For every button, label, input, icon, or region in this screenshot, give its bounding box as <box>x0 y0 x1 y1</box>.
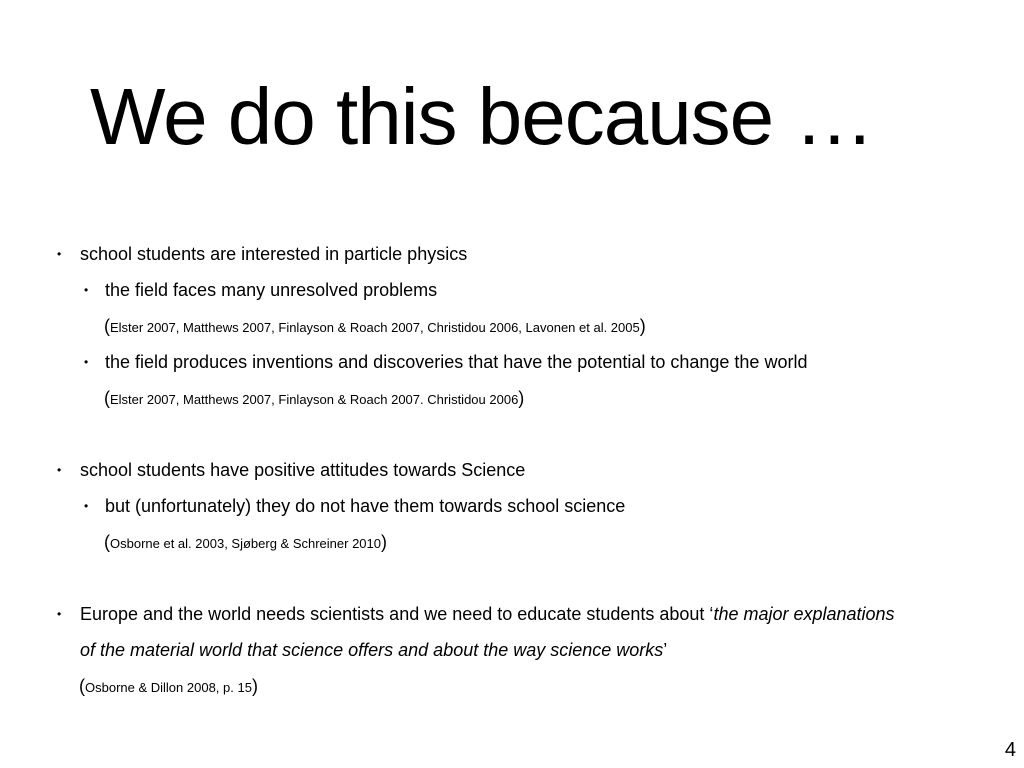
bullet-1-sub-2-text: the field produces inventions and discoveries that have the potential to change the world <box>105 352 808 372</box>
page-number: 4 <box>1004 739 1016 761</box>
bullet-1-text: school students are interested in particle physics <box>80 244 468 264</box>
bullet-1-sub-1-text: the field faces many unresolved problems <box>105 280 438 300</box>
bullet-3-text-line-2: of the material world that science offers and about the way science works’ <box>80 640 668 660</box>
bullet-marker: • <box>57 463 62 477</box>
bullet-1-sub-1-citation: (Elster 2007, Matthews 2007, Finlayson & Roach 2007, Christidou 2006, Lavonen et al. 2005) <box>104 316 646 336</box>
sub-bullet-marker: • <box>84 355 89 369</box>
bullet-1-sub-2-citation: (Elster 2007, Matthews 2007, Finlayson & Roach 2007. Christidou 2006) <box>104 388 525 408</box>
bullet-3-citation: (Osborne & Dillon 2008, p. 15) <box>79 676 258 696</box>
bullet-3-text-line-1: Europe and the world needs scientists and we need to educate students about ‘the major explanations <box>80 604 895 624</box>
bullet-2-text: school students have positive attitudes towards Science <box>80 460 526 480</box>
sub-bullet-marker: • <box>84 499 89 513</box>
slide-title: We do this because … <box>90 72 874 161</box>
bullet-2-sub-1-citation: (Osborne et al. 2003, Sjøberg & Schreiner 2010) <box>104 532 387 552</box>
bullet-2-sub-1-text: but (unfortunately) they do not have them towards school science <box>105 496 626 516</box>
bullet-marker: • <box>57 607 62 621</box>
sub-bullet-marker: • <box>84 283 89 297</box>
bullet-marker: • <box>57 247 62 261</box>
